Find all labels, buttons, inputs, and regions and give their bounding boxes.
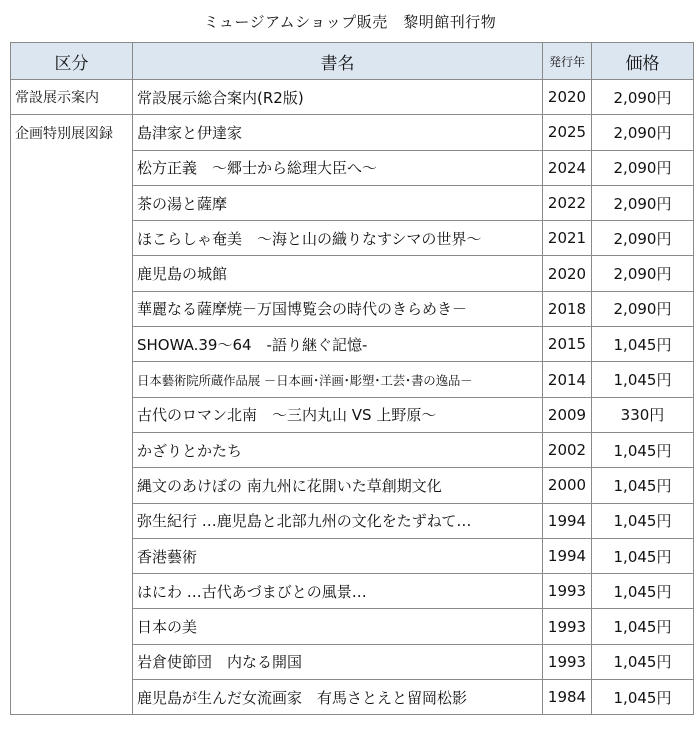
page-title: ミュージアムショップ販売 黎明館刊行物 [203, 13, 497, 31]
category-cell-special: 企画特別展図録 [11, 115, 133, 715]
publish-year: 1994 [543, 503, 592, 538]
publish-year: 1993 [543, 644, 592, 679]
publish-year: 1993 [543, 574, 592, 609]
column-header-year: 発行年 [543, 43, 592, 80]
book-title: 縄文のあけぼの 南九州に花開いた草創期文化 [133, 468, 543, 503]
book-title: 鹿児島の城館 [133, 256, 543, 291]
publish-year: 2009 [543, 397, 592, 432]
category-cell-permanent: 常設展示案内 [11, 80, 133, 115]
publish-year: 1994 [543, 538, 592, 573]
book-title: はにわ …古代あづまびとの風景… [133, 574, 543, 609]
book-title: 岩倉使節団 内なる開国 [133, 644, 543, 679]
publications-table [10, 42, 694, 715]
publish-year: 2025 [543, 115, 592, 150]
book-title: 日本の美 [133, 609, 543, 644]
price: 1,045円 [592, 468, 694, 503]
price: 2,090円 [592, 256, 694, 291]
book-title: 古代のロマン北南 ～三内丸山 VS 上野原～ [133, 397, 543, 432]
book-title: 島津家と伊達家 [133, 115, 543, 150]
price: 2,090円 [592, 150, 694, 185]
price: 1,045円 [592, 503, 694, 538]
price: 330円 [592, 397, 694, 432]
price: 1,045円 [592, 327, 694, 362]
publish-year: 1984 [543, 680, 592, 715]
book-title: 日本藝術院所蔵作品展 －日本画･洋画･彫塑･工芸･書の逸品－ [133, 362, 543, 397]
book-title: SHOWA.39～64 -語り継ぐ記憶- [133, 327, 543, 362]
publish-year: 2020 [543, 80, 592, 115]
publish-year: 2022 [543, 185, 592, 220]
publish-year: 2018 [543, 291, 592, 326]
price: 2,090円 [592, 185, 694, 220]
price: 1,045円 [592, 538, 694, 573]
table-row [11, 80, 694, 115]
publish-year: 2020 [543, 256, 592, 291]
publish-year: 2024 [543, 150, 592, 185]
book-title: かざりとかたち [133, 432, 543, 467]
book-title: 華麗なる薩摩焼－万国博覧会の時代のきらめき－ [133, 291, 543, 326]
publish-year: 1993 [543, 609, 592, 644]
table-row [11, 115, 694, 150]
price: 1,045円 [592, 362, 694, 397]
price: 1,045円 [592, 644, 694, 679]
price: 2,090円 [592, 221, 694, 256]
price: 1,045円 [592, 609, 694, 644]
price: 2,090円 [592, 115, 694, 150]
column-header-category: 区分 [11, 43, 133, 80]
price: 1,045円 [592, 432, 694, 467]
book-title: 香港藝術 [133, 538, 543, 573]
table-header-row [11, 43, 694, 80]
publish-year: 2021 [543, 221, 592, 256]
book-title: 弥生紀行 …鹿児島と北部九州の文化をたずねて… [133, 503, 543, 538]
price: 2,090円 [592, 291, 694, 326]
column-header-price: 価格 [592, 43, 694, 80]
publish-year: 2000 [543, 468, 592, 503]
price: 1,045円 [592, 680, 694, 715]
publish-year: 2014 [543, 362, 592, 397]
price: 2,090円 [592, 80, 694, 115]
book-title: ほこらしゃ奄美 ～海と山の織りなすシマの世界～ [133, 221, 543, 256]
publish-year: 2002 [543, 432, 592, 467]
book-title: 松方正義 ～郷士から総理大臣へ～ [133, 150, 543, 185]
book-title: 常設展示総合案内(R2版) [133, 80, 543, 115]
book-title: 茶の湯と薩摩 [133, 185, 543, 220]
publish-year: 2015 [543, 327, 592, 362]
price: 1,045円 [592, 574, 694, 609]
book-title: 鹿児島が生んだ女流画家 有馬さとえと留岡松影 [133, 680, 543, 715]
column-header-title: 書名 [133, 43, 543, 80]
